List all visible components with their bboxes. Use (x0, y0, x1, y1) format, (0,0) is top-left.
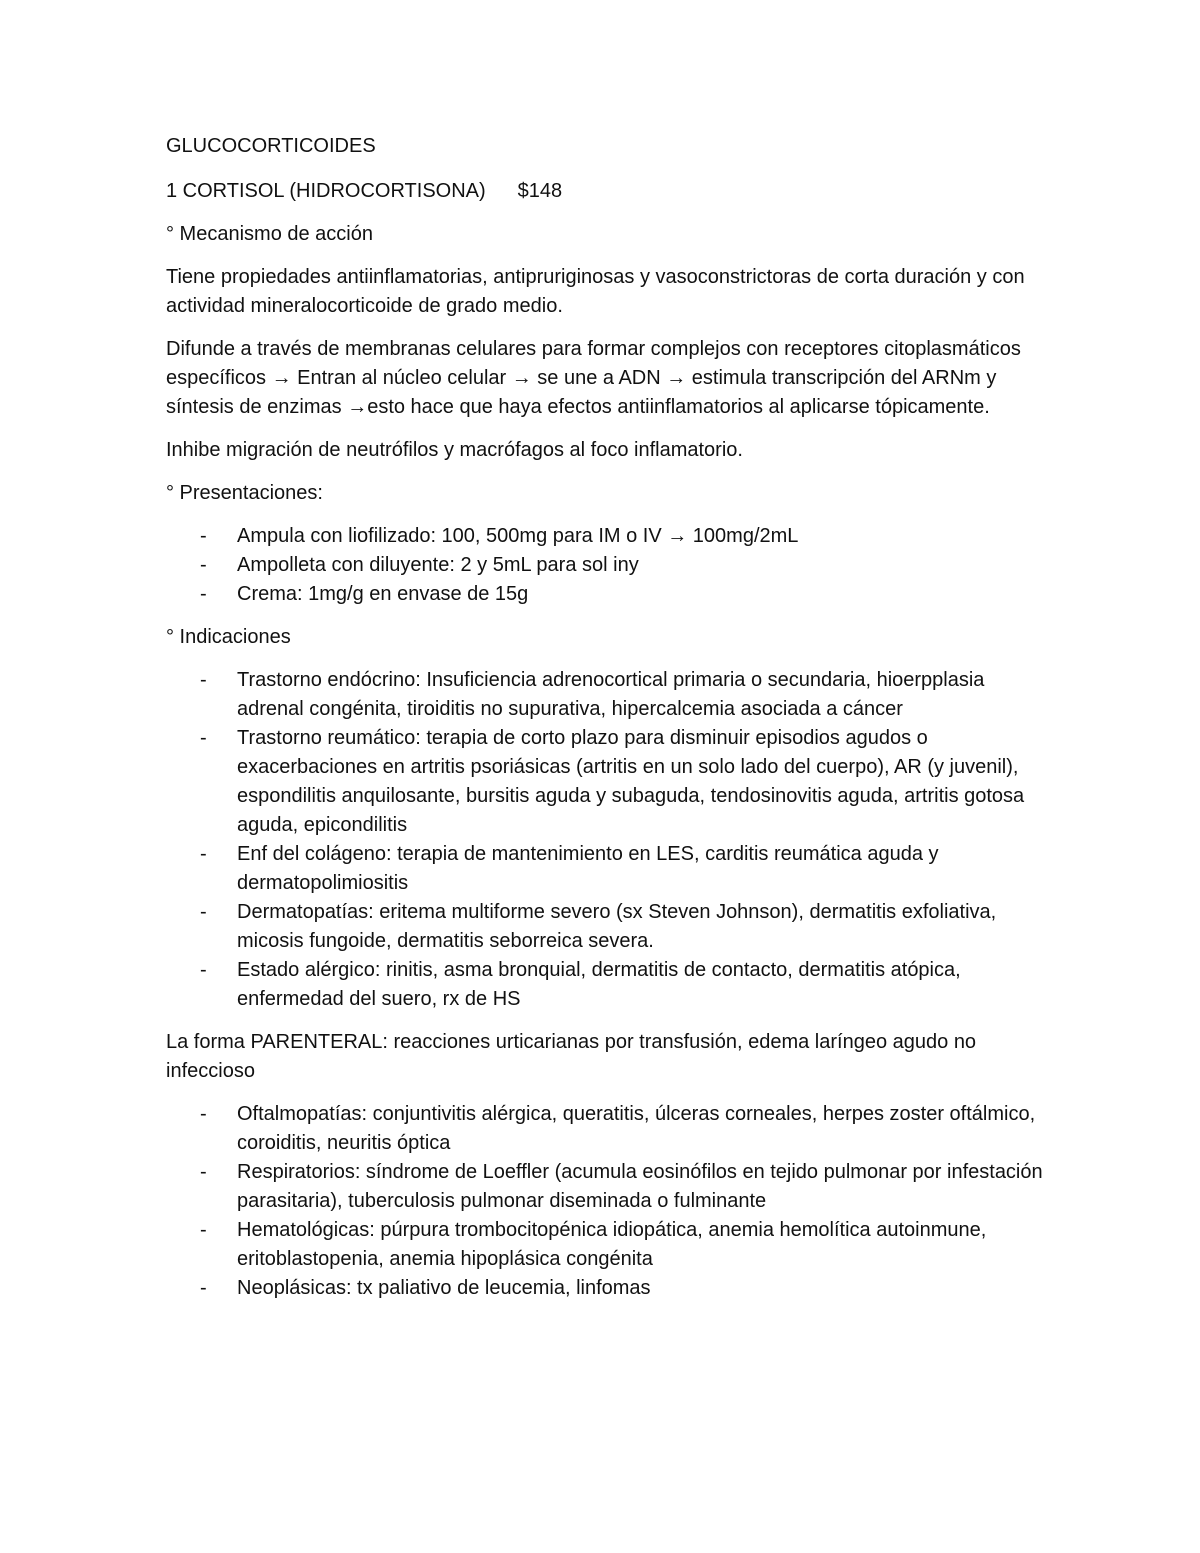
list-item (166, 551, 1046, 580)
list-item-text: Crema: 1mg/g en envase de 15g (237, 583, 529, 605)
list-item (166, 666, 1046, 724)
list-item-text: Ampula con liofilizado: 100, 500mg para IM o IV → 100mg/2mL (237, 525, 799, 547)
dash-bullet: - (200, 554, 207, 576)
presentations-list (166, 522, 1046, 609)
dash-bullet: - (200, 669, 207, 691)
document-title: GLUCOCORTICOIDES (166, 135, 376, 157)
dash-bullet: - (200, 525, 207, 547)
list-item-text: Oftalmopatías: conjuntivitis alérgica, queratitis, úlceras corneales, herpes zoster oftálmico, coroiditis, neuritis óptica (237, 1103, 1036, 1154)
indications-heading: ° Indicaciones (166, 626, 291, 648)
list-item (166, 1158, 1046, 1216)
list-item (166, 522, 1046, 551)
list-item-text: Enf del colágeno: terapia de mantenimiento en LES, carditis reumática aguda y dermatopolimiositis (237, 843, 939, 894)
drug-name: 1 CORTISOL (HIDROCORTISONA) (166, 180, 486, 202)
list-item (166, 1216, 1046, 1274)
presentations-heading: ° Presentaciones: (166, 482, 323, 504)
drug-price: $148 (517, 180, 563, 202)
dash-bullet: - (200, 843, 207, 865)
mechanism-paragraph: Inhibe migración de neutrófilos y macrófagos al foco inflamatorio. (166, 439, 743, 461)
dash-bullet: - (200, 1103, 207, 1125)
list-item (166, 724, 1046, 840)
list-item (166, 580, 1046, 609)
list-item (166, 840, 1046, 898)
list-item-text: Trastorno endócrino: Insuficiencia adrenocortical primaria o secundaria, hioerpplasia adrenal congénita, tiroiditis no supurativa, hipercalcemia asociada a cáncer (237, 669, 985, 720)
list-item-text: Respiratorios: síndrome de Loeffler (acumula eosinófilos en tejido pulmonar por infestación parasitaria), tuberculosis pulmonar diseminada o fulminante (237, 1161, 1043, 1212)
list-item-text: Dermatopatías: eritema multiforme severo (sx Steven Johnson), dermatitis exfoliativa, micosis fungoide, dermatitis seborreica severa. (237, 901, 997, 952)
parenteral-paragraph: La forma PARENTERAL: reacciones urticarianas por transfusión, edema laríngeo agudo no infeccioso (166, 1031, 977, 1082)
dash-bullet: - (200, 1277, 207, 1299)
dash-bullet: - (200, 1161, 207, 1183)
dash-bullet: - (200, 959, 207, 981)
list-item-text: Hematológicas: púrpura trombocitopénica idiopática, anemia hemolítica autoinmune, eritoblastopenia, anemia hipoplásica congénita (237, 1219, 987, 1270)
mechanism-heading: ° Mecanismo de acción (166, 223, 373, 245)
list-item-text: Estado alérgico: rinitis, asma bronquial, dermatitis de contacto, dermatitis atópica, enfermedad del suero, rx de HS (237, 959, 961, 1010)
list-item (166, 1100, 1046, 1158)
document-page (166, 132, 1046, 1317)
mechanism-paragraph: Tiene propiedades antiinflamatorias, antipruriginosas y vasoconstrictoras de corta duración y con actividad mineralocorticoide de grado medio. (166, 266, 1025, 317)
list-item (166, 1274, 1046, 1303)
dash-bullet: - (200, 583, 207, 605)
list-item-text: Ampolleta con diluyente: 2 y 5mL para sol iny (237, 554, 639, 576)
parenteral-list (166, 1100, 1046, 1303)
mechanism-paragraph: Difunde a través de membranas celulares para formar complejos con receptores citoplasmáticos específicos → Entran al núcleo celular → se une a ADN → estimula transcripción del ARNm y síntesis de enzimas →esto hace que haya efectos antiinflamatorios al aplicarse tópicamente. (166, 338, 1021, 418)
list-item (166, 898, 1046, 956)
dash-bullet: - (200, 901, 207, 923)
dash-bullet: - (200, 727, 207, 749)
list-item-text: Trastorno reumático: terapia de corto plazo para disminuir episodios agudos o exacerbaciones en artritis psoriásicas (artritis en un solo lado del cuerpo), AR (y juvenil), espondilitis anquilosante, bursitis aguda y subaguda, tendosinovitis aguda, artritis gotosa aguda, epicondilitis (237, 727, 1025, 836)
list-item (166, 956, 1046, 1014)
indications-list (166, 666, 1046, 1014)
drug-heading (166, 177, 1046, 206)
list-item-text: Neoplásicas: tx paliativo de leucemia, linfomas (237, 1277, 651, 1299)
dash-bullet: - (200, 1219, 207, 1241)
